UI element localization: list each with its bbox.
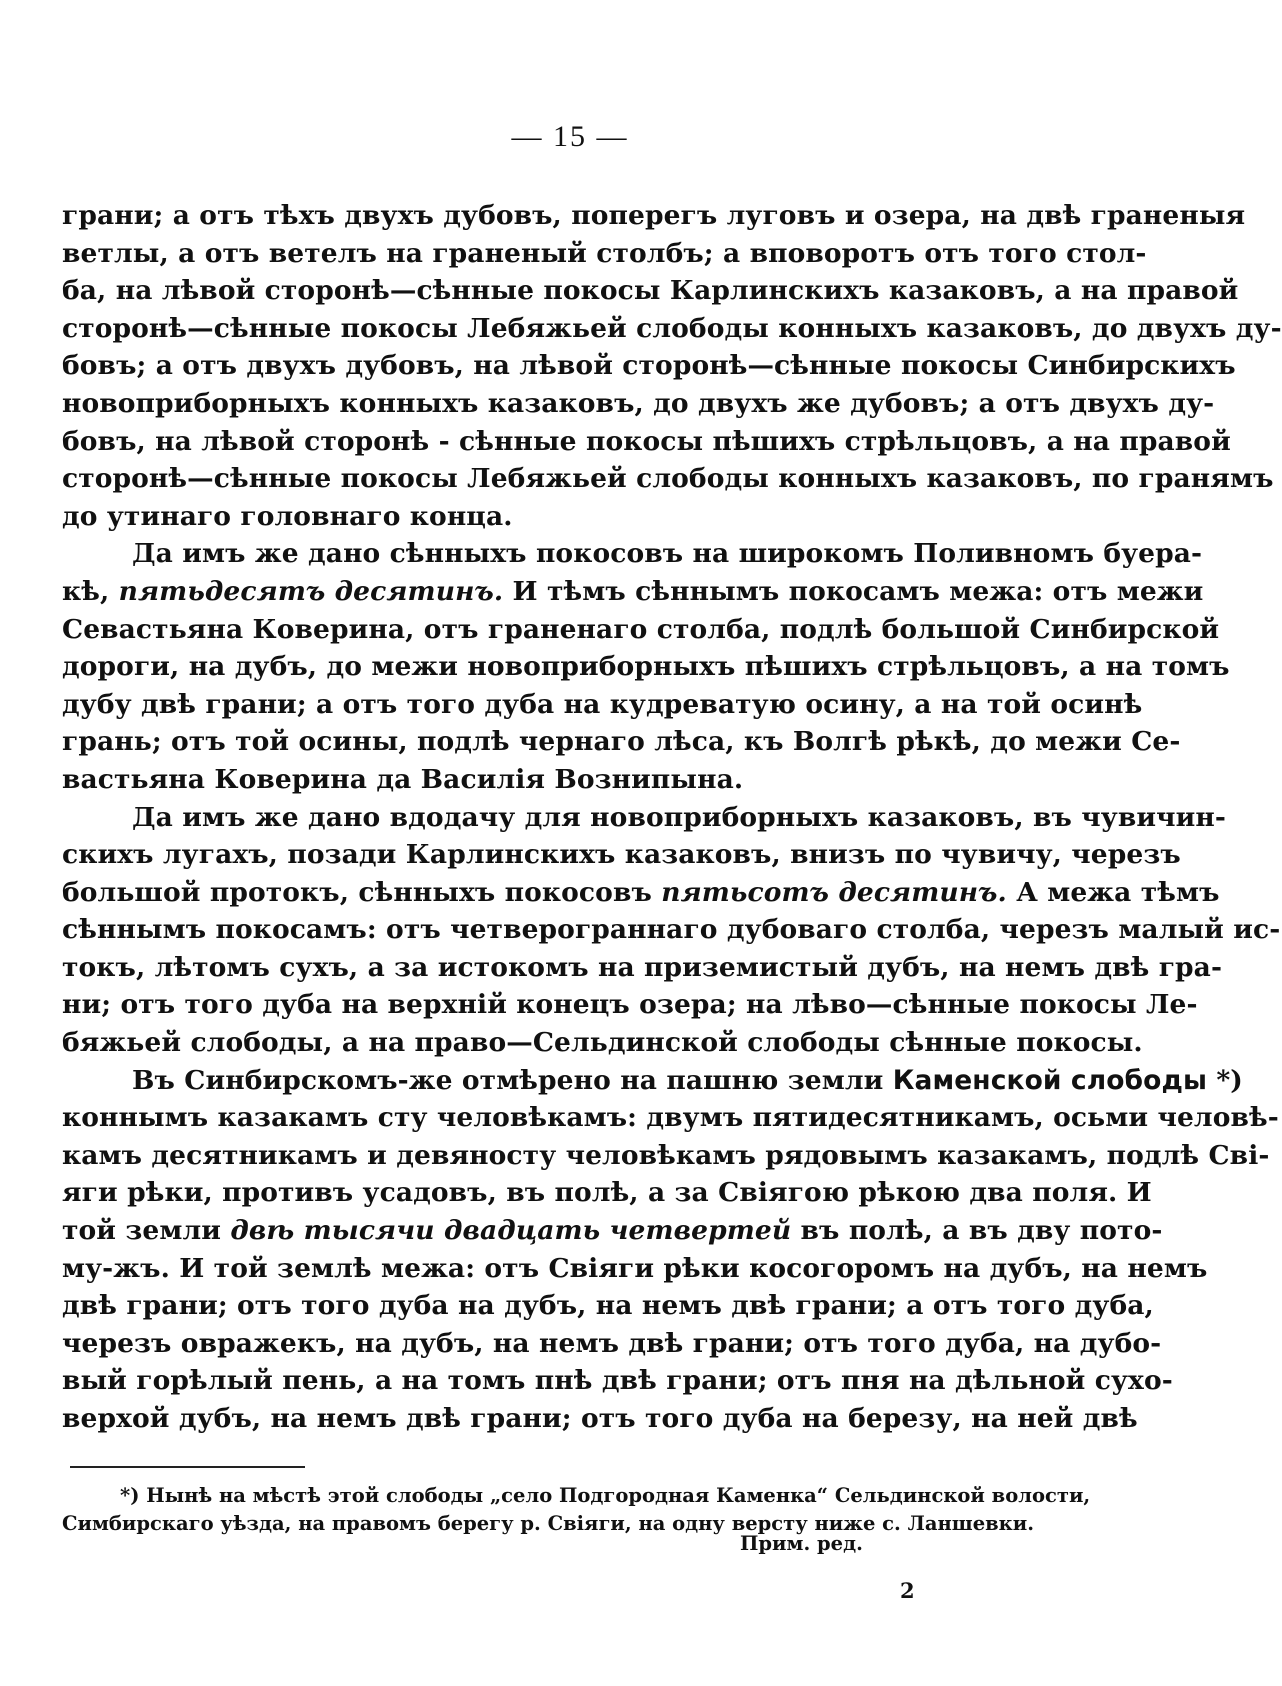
text-line: скихъ лугахъ, позади Карлинскихъ казаковъ, внизъ по чувичу, черезъ	[62, 839, 1181, 871]
footnote-line: *) Нынѣ на мѣстѣ этой слободы „село Подгородная Каменка“ Сельдинской волости,	[120, 1484, 1091, 1507]
signature-mark: 2	[900, 1578, 915, 1603]
text-run: кѣ,	[62, 575, 110, 607]
text-run: въ полѣ, а въ дву пото-	[800, 1215, 1163, 1247]
text-line	[62, 1212, 1163, 1250]
emphasized-amount: двѣ тысячи двадцать четвертей	[230, 1215, 792, 1247]
text-line: грань; отъ той осины, подлѣ чернаго лѣса, къ Волгѣ рѣкѣ, до межи Се-	[62, 726, 1181, 758]
paragraph-4	[62, 1062, 1279, 1438]
text-line	[62, 573, 1204, 611]
text-run: А межа тѣмъ	[1016, 876, 1220, 908]
text-line: бовъ; а отъ двухъ дубовъ, на лѣвой сторонѣ—сѣнные покосы Синбирскихъ	[62, 350, 1236, 382]
text-run: Въ Синбирскомъ-же отмѣрено на пашню земли	[132, 1064, 884, 1096]
footnote-marker: *)	[1216, 1064, 1243, 1096]
text-line: Севастьяна Коверина, отъ граненаго столба, подлѣ большой Синбирской	[62, 613, 1220, 645]
text-line: верхой дубъ, на немъ двѣ грани; отъ того дуба на березу, на ней двѣ	[62, 1403, 1138, 1434]
text-line: черезъ овражекъ, на дубъ, на немъ двѣ грани; отъ того дуба, на дубо-	[62, 1327, 1162, 1359]
editor-note: Прим. ред.	[740, 1532, 863, 1555]
text-line: токъ, лѣтомъ сухъ, а за истокомъ на приземистый дубъ, на немъ двѣ гра-	[62, 951, 1223, 983]
text-line: до утинаго головнаго конца.	[62, 500, 513, 532]
paragraph-3	[62, 799, 1281, 1062]
paragraph-2	[62, 535, 1230, 798]
text-line: коннымъ казакамъ сту человѣкамъ: двумъ пятидесятникамъ, осьми человѣ-	[62, 1102, 1279, 1134]
emphasized-amount: пятьдесятъ десятинъ.	[118, 575, 504, 607]
text-line: сторонѣ—сѣнные покосы Лебяжьей слободы конныхъ казаковъ, по гранямъ	[62, 463, 1274, 495]
footnote	[62, 1482, 1091, 1538]
footnote-divider	[70, 1466, 305, 1468]
text-line: дороги, на дубъ, до межи новоприборныхъ пѣшихъ стрѣльцовъ, а на томъ	[62, 651, 1230, 683]
text-line: новоприборныхъ конныхъ казаковъ, до двухъ же дубовъ; а отъ двухъ ду-	[62, 387, 1215, 419]
text-line: вый горѣлый пень, а на томъ пнѣ двѣ грани; отъ пня на дѣльной сухо-	[62, 1365, 1173, 1397]
text-line: сторонѣ—сѣнные покосы Лебяжьей слободы конныхъ казаковъ, до двухъ ду-	[62, 312, 1282, 344]
text-line: Да имъ же дано вдодачу для новоприборныхъ казаковъ, въ чувичин-	[132, 801, 1226, 833]
text-line: вастьяна Коверина да Василія Вознипына.	[62, 763, 744, 795]
text-line: ветлы, а отъ ветелъ на граненый столбъ; а вповоротъ отъ того стол-	[62, 237, 1147, 269]
text-line: грани; а отъ тѣхъ двухъ дубовъ, поперегъ луговъ и озера, на двѣ граненыя	[62, 200, 1246, 231]
text-line: камъ десятникамъ и девяносту человѣкамъ рядовымъ казакамъ, подлѣ Сві-	[62, 1139, 1270, 1171]
text-run: И тѣмъ сѣннымъ покосамъ межа: отъ межи	[512, 575, 1204, 607]
text-line: му-жъ. И той землѣ межа: отъ Свіяги рѣки косогоромъ на дубъ, на немъ	[62, 1252, 1208, 1284]
emphasized-amount: пятьсотъ десятинъ.	[661, 876, 1007, 908]
text-line: двѣ грани; отъ того дуба на дубъ, на немъ двѣ грани; а отъ того дуба,	[62, 1290, 1154, 1322]
text-run: большой протокъ, сѣнныхъ покосовъ	[62, 876, 652, 908]
page-number: — 15 —	[511, 120, 629, 153]
text-line	[62, 874, 1220, 912]
text-line	[62, 1062, 1243, 1100]
paragraph-1	[62, 197, 1282, 535]
text-line: сѣннымъ покосамъ: отъ четверограннаго дубоваго столба, черезъ малый ис-	[62, 914, 1281, 946]
text-run: той земли	[62, 1215, 222, 1247]
text-line: ба, на лѣвой сторонѣ—сѣнные покосы Карлинскихъ казаковъ, а на правой	[62, 275, 1239, 307]
text-line: бяжьей слободы, а на право—Сельдинской слободы сѣнные покосы.	[62, 1027, 1143, 1059]
body-text	[62, 197, 1282, 1438]
footnote-line: Симбирскаго уѣзда, на правомъ берегу р. Свіяги, на одну версту ниже с. Ланшевки.	[62, 1512, 1034, 1535]
text-line: дубу двѣ грани; а отъ того дуба на кудреватую осину, а на той осинѣ	[62, 688, 1143, 720]
text-line: Да имъ же дано сѣнныхъ покосовъ на широкомъ Поливномъ буера-	[132, 538, 1203, 570]
text-line: ни; отъ того дуба на верхній конецъ озера; на лѣво—сѣнные покосы Ле-	[62, 989, 1198, 1021]
text-line: бовъ, на лѣвой сторонѣ - сѣнные покосы пѣшихъ стрѣльцовъ, а на правой	[62, 425, 1231, 457]
place-name: Каменской слободы	[892, 1064, 1208, 1096]
text-line: яги рѣки, противъ усадовъ, въ полѣ, а за Свіягою рѣкою два поля. И	[62, 1177, 1152, 1209]
